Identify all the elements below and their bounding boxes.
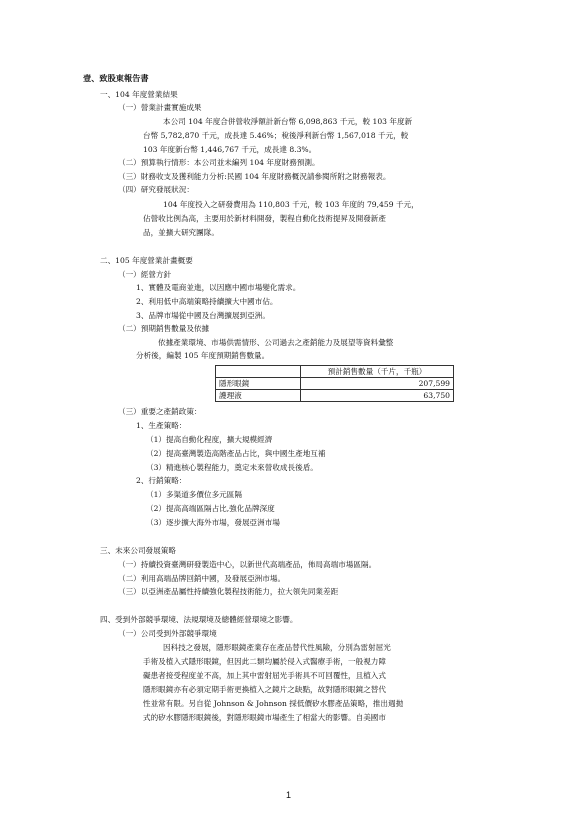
section-1d-line: 品，並擴大研究團隊。 — [143, 228, 219, 237]
section-4a-line: 礙患者接受程度並不高，加上其中雷射屈光手術具不可回覆性，且植入式 — [143, 671, 386, 680]
section-1-heading: 一、104 年度營業結果 — [100, 90, 178, 99]
section-1d-line: 佔營收比例為高，主要用於新材料開發，製程自動化技術提昇及開發新產 — [143, 214, 386, 223]
section-2a-item: 2、利用低中高端策略持續擴大中國市佔。 — [136, 297, 278, 306]
section-1c-text: （三）財務收支及獲利能力分析:民國 104 年度財務概況請參閱所附之財務報表。 — [118, 172, 391, 181]
section-1a-line: 台幣 5,782,870 千元，成長達 5.46%；稅後淨利新台幣 1,567,018 千元，較 — [143, 131, 409, 140]
table-row — [216, 378, 454, 390]
section-2a-heading: （一）經營方針 — [118, 270, 172, 279]
section-2b-heading: （二）預期銷售數量及依據 — [118, 324, 210, 333]
sales-strategy-item: （2）提高高端區隔占比,強化品牌深度 — [146, 504, 275, 513]
table-header-cell — [216, 366, 301, 378]
table-header-row — [216, 366, 454, 378]
sales-strategy-item: （1）多渠道多價位多元區隔 — [146, 490, 242, 499]
section-1d-line: 104 年度投入之研發費用為 110,803 千元，較 103 年度的 79,459 千元， — [163, 200, 419, 209]
section-1a-heading: （一）營業計畫實施成果 — [118, 103, 202, 112]
report-title: 壹、致股東報告書 — [83, 73, 149, 83]
section-3-item: （二）利用高端品牌回銷中國，及發展亞洲市場。 — [118, 574, 286, 583]
table-cell-quantity: 63,750 — [301, 390, 454, 402]
section-4a-line: 手術及植入式隱形眼鏡，但因此二類均屬於侵入式醫療手術，一般視力障 — [143, 657, 386, 666]
production-strategy-item: （1）提高自動化程度，擴大規模經濟 — [146, 435, 273, 444]
sales-strategy-heading: 2、行銷策略： — [136, 476, 187, 485]
section-3-item: （三）以亞洲產品屬性持續強化製程技術能力，拉大領先同業差距 — [118, 587, 339, 596]
section-2c-heading: （三）重要之產銷政策： — [118, 407, 202, 416]
section-1a-line: 本公司 104 年度合併營收淨額計新台幣 6,098,863 千元，較 103 年度新 — [163, 117, 413, 126]
section-2-heading: 二、105 年度營業計畫概要 — [100, 256, 193, 265]
section-4a-line: 隱形眼鏡亦有必須定期手術更換植入之鏡片之缺點，故對隱形眼鏡之替代 — [143, 685, 386, 694]
table-row — [216, 390, 454, 402]
production-strategy-item: （2）提高臺灣製造高階產品占比，與中國生產地互補 — [146, 449, 326, 458]
table-cell-product: 護理液 — [216, 390, 301, 402]
sales-forecast-table — [215, 365, 454, 402]
table-header-cell: 預計銷售數量（千片，千瓶） — [301, 366, 454, 378]
table-cell-quantity: 207,599 — [301, 378, 454, 390]
section-3-item: （一）持續投資臺灣研發製造中心，以新世代高端產品，佈局高端市場區隔。 — [118, 560, 377, 569]
section-1a-line: 103 年度新台幣 1,446,767 千元，成長達 8.3%。 — [143, 145, 317, 154]
section-2b-line: 分析後，編製 105 年度預期銷售數量。 — [136, 351, 270, 360]
section-4-heading: 四、受到外部競爭環境、法規環境及總體經營環境之影響。 — [100, 615, 298, 624]
section-4a-line: 式的矽水膠隱形眼鏡後，對隱形眼鏡市場產生了相當大的影響。自美國市 — [143, 713, 386, 722]
sales-strategy-item: （3）逐步擴大海外市場，發展亞洲市場 — [146, 518, 280, 527]
section-4a-line: 性並常有限。另自從 Johnson & Johnson 採低價矽水膠產品策略，推出週拋 — [143, 699, 404, 708]
table-cell-product: 隱形眼鏡 — [216, 378, 301, 390]
section-4a-heading: （一）公司受到外部競爭環境 — [118, 629, 217, 638]
page-number: 1 — [286, 790, 292, 800]
section-3-heading: 三、未來公司發展策略 — [100, 546, 176, 555]
section-1d-heading: （四）研究發展狀況： — [118, 185, 194, 194]
section-4a-line: 因科技之發展，隱形眼鏡產業存在產品替代性風險，分別為雷射屈光 — [163, 643, 391, 652]
section-1b-text: （二）預算執行情形：本公司並未編列 104 年度財務預測。 — [118, 158, 320, 167]
section-2a-item: 3、品牌市場從中國及台灣擴展到亞洲。 — [136, 311, 270, 320]
production-strategy-heading: 1、生產策略： — [136, 421, 187, 430]
production-strategy-item: （3）精進核心製程能力，奠定未來營收成長後盾。 — [146, 463, 318, 472]
section-2a-item: 1、實體及電商並進，以因應中國市場變化需求。 — [136, 283, 301, 292]
section-2b-line: 依據產業環境、市場供需情形、公司過去之產銷能力及展望等資料彙整 — [158, 338, 394, 347]
